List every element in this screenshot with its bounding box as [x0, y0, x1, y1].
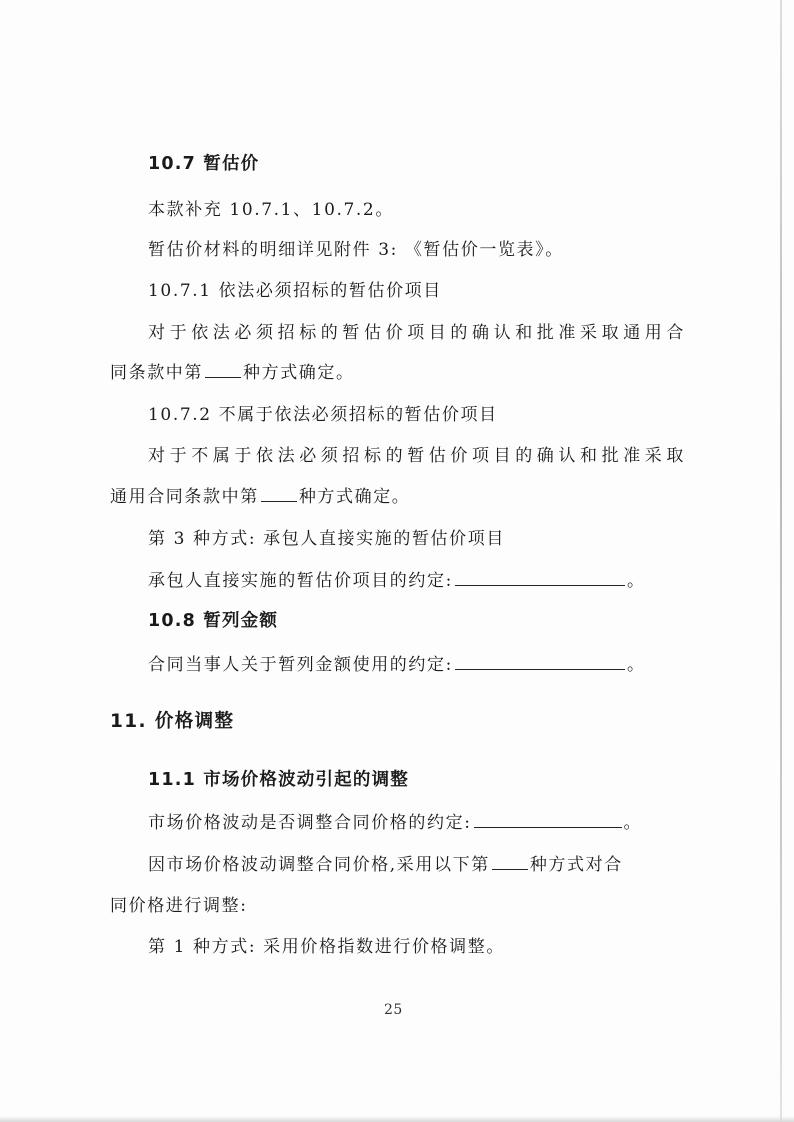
method-3-agreement: [148, 566, 646, 591]
text-after-blank: 种方式对合: [529, 855, 623, 875]
provisional-sum-agreement: [148, 650, 646, 675]
paragraph-10-7-1-line2: [110, 358, 355, 383]
agreement-end: 。: [626, 655, 646, 675]
paragraph-10-7-1-line1: 对于依法必须招标的暂估价项目的确认和批准采取通用合: [148, 323, 688, 343]
method-1-title: 第 1 种方式: 采用价格指数进行价格调整。: [148, 937, 505, 957]
text-before-blank: 通用合同条款中第: [110, 487, 259, 507]
price-fluctuation-agreement: [148, 808, 642, 833]
text-before-blank: 因市场价格波动调整合同价格,采用以下第: [148, 855, 490, 875]
text-after-blank: 种方式确定。: [243, 363, 355, 383]
page-number: 25: [384, 1002, 403, 1018]
agreement-label: 合同当事人关于暂列金额使用的约定:: [148, 655, 453, 675]
section-heading-11-1: 11.1 市场价格波动引起的调整: [148, 770, 409, 790]
fill-in-blank[interactable]: [492, 852, 528, 870]
paragraph-10-7-2-line1: 对于不属于依法必须招标的暂估价项目的确认和批准采取: [148, 446, 688, 466]
subsection-title-10-7-2: 10.7.2 不属于依法必须招标的暂估价项目: [148, 405, 498, 425]
agreement-blank[interactable]: [455, 652, 625, 670]
paragraph-supplement: 本款补充 10.7.1、10.7.2。: [148, 200, 394, 220]
agreement-end: 。: [623, 813, 643, 833]
scan-edge-right: [780, 0, 782, 1122]
text-after-blank: 种方式确定。: [298, 487, 411, 507]
agreement-end: 。: [626, 571, 646, 591]
agreement-label: 市场价格波动是否调整合同价格的约定:: [148, 813, 472, 833]
fill-in-blank[interactable]: [205, 360, 241, 378]
section-heading-10-7: 10.7 暂估价: [148, 154, 260, 174]
agreement-blank[interactable]: [474, 810, 622, 828]
price-adjustment-line2: 同价格进行调整:: [110, 896, 248, 916]
agreement-blank[interactable]: [455, 568, 625, 586]
method-3-title: 第 3 种方式: 承包人直接实施的暂估价项目: [148, 529, 505, 549]
price-adjustment-line1: [148, 850, 623, 875]
fill-in-blank[interactable]: [261, 484, 297, 502]
section-heading-10-8: 10.8 暂列金额: [148, 611, 279, 631]
subsection-title-10-7-1: 10.7.1 依法必须招标的暂估价项目: [148, 281, 442, 301]
agreement-label: 承包人直接实施的暂估价项目的约定:: [148, 571, 453, 591]
paragraph-10-7-2-line2: [110, 482, 410, 507]
paragraph-attachment: 暂估价材料的明细详见附件 3: 《暂估价一览表》。: [148, 240, 564, 260]
section-heading-11: 11. 价格调整: [110, 711, 235, 732]
scan-edge-bottom: [0, 1116, 794, 1122]
text-before-blank: 同条款中第: [110, 363, 203, 383]
